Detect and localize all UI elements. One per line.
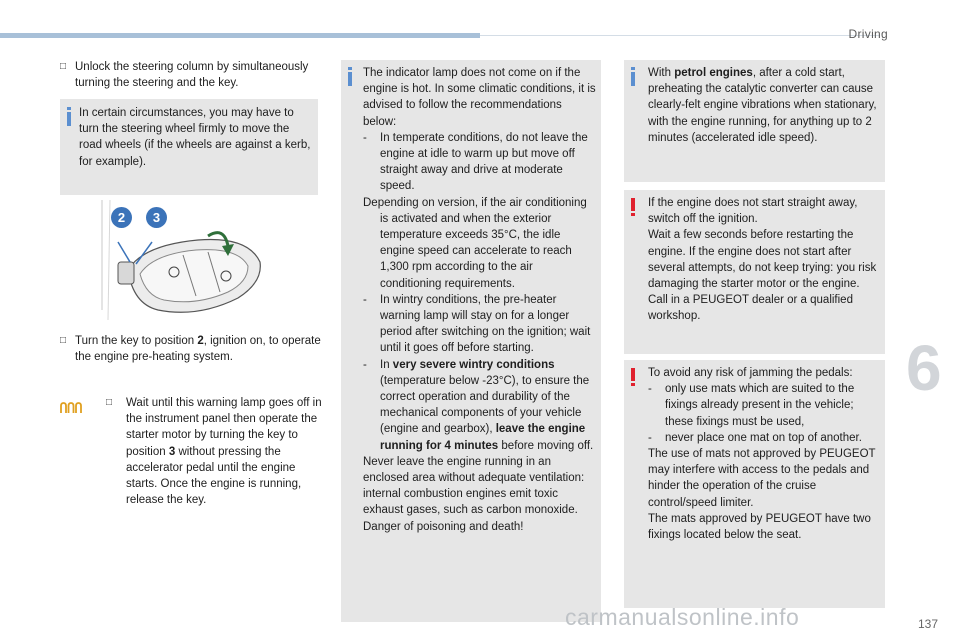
- list-item: - In temperate conditions, do not leave the engine at idle to warm up but move off straight away and drive at moderate speed.: [363, 131, 588, 193]
- position-3-label: 3: [146, 207, 167, 228]
- version-paragraph: Depending on version, if the air conditioning is activated and when the exterior temperature exceeds 35°C, the idle engine speed can accelerate to reach 1,300 rpm according to the air conditioning requirements.: [363, 196, 587, 290]
- info-box-text: In certain circumstances, you may have to turn the steering wheel firmly to move the road wheels (if the wheels are against a kerb, for example).: [79, 107, 311, 168]
- mats-paragraph: The use of mats not approved by PEUGEOT may interfere with access to the pedals and hinder the operation of the cruise control/speed limiter.: [648, 448, 876, 509]
- list-item: - never place one mat on top of another.: [648, 431, 862, 444]
- pedal-mats-text: [648, 365, 882, 543]
- info-icon-bar: [67, 112, 71, 126]
- intro-paragraph: The indicator lamp does not come on if the engine is hot. In some climatic conditions, it is advised to follow the recommendations below:: [363, 67, 596, 128]
- pedals-intro: To avoid any risk of jamming the pedals:: [648, 367, 853, 379]
- pedal-mats-warning-box: [624, 360, 885, 608]
- petrol-text: With petrol engines, after a cold start, preheating the catalytic converter can cause clearly-felt engine vibrations when stationary, with the engine running, for anything up to 2 minutes (accelerated idle speed).: [648, 67, 877, 144]
- no-start-text: [648, 195, 880, 325]
- step-bullet-icon: □: [60, 335, 67, 346]
- info-icon: [67, 107, 71, 110]
- header-rule: [480, 35, 880, 36]
- wait-step: [106, 395, 324, 508]
- turn-key-text: Turn the key to position 2, ignition on, to operate the engine pre-heating system.: [75, 335, 321, 364]
- section-title: Driving: [848, 27, 888, 41]
- header-bar: [0, 33, 480, 38]
- no-start-warning-box: [624, 190, 885, 354]
- no-start-line: Call in a PEUGEOT dealer or a qualified workshop.: [648, 294, 853, 323]
- watermark: carmanualsonline.info: [565, 604, 800, 630]
- wait-text: Wait until this warning lamp goes off in the instrument panel then operate the starter motor by turning the key to position 3 without pressing the accelerator pedal until the engine starts. Once the engine is running, release the key.: [126, 397, 322, 507]
- list-item: - only use mats which are suited to the fixings already present in the vehicle; these fixings must be used,: [648, 383, 855, 428]
- unlock-step: [60, 59, 322, 91]
- closing-paragraph: Never leave the engine running in an enclosed area without adequate ventilation: internal combustion engines emit toxic exhaust gases, such as carbon monoxide. Danger of poisoning and death!: [363, 455, 585, 533]
- info-icon-bar: [348, 72, 352, 86]
- position-2-label: 2: [111, 207, 132, 228]
- warning-icon-dot: [631, 213, 635, 216]
- list-item: - In very severe wintry conditions (temperature below -23°C), to ensure the correct operation and durability of the mechanical components of your vehicle (engine and gearbox), leave the engine running for 4 minutes before moving off.: [363, 358, 594, 452]
- warning-icon: [631, 198, 635, 211]
- unlock-text: Unlock the steering column by simultaneously turning the steering and the key.: [75, 61, 309, 90]
- chapter-tab-number: 6: [906, 332, 942, 404]
- warning-icon: [631, 368, 635, 381]
- info-icon-bar: [631, 72, 635, 86]
- list-item: - In wintry conditions, the pre-heater warning lamp will stay on for a longer period after switching on the ignition; wait until it goes off before starting.: [363, 293, 591, 355]
- mats-paragraph: The mats approved by PEUGEOT have two fixings located below the seat.: [648, 512, 871, 542]
- info-box-steering: [60, 99, 318, 195]
- no-start-line: Wait a few seconds before restarting the engine. If the engine does not start after several attempts, do not keep trying: you risk damaging the starter motor or the engine.: [648, 229, 877, 291]
- step-bullet-icon: □: [106, 397, 113, 408]
- preheat-lamp-icon: [58, 401, 84, 415]
- petrol-info-box: [624, 60, 885, 182]
- indicator-lamp-text: [363, 65, 596, 535]
- info-icon: [348, 67, 352, 70]
- info-icon: [631, 67, 635, 70]
- warning-icon-dot: [631, 383, 635, 386]
- indicator-lamp-box: [341, 60, 601, 622]
- page-number: 137: [917, 617, 938, 631]
- no-start-line: If the engine does not start straight away, switch off the ignition.: [648, 197, 858, 226]
- step-bullet-icon: □: [60, 61, 67, 72]
- turn-key-step: [60, 333, 322, 365]
